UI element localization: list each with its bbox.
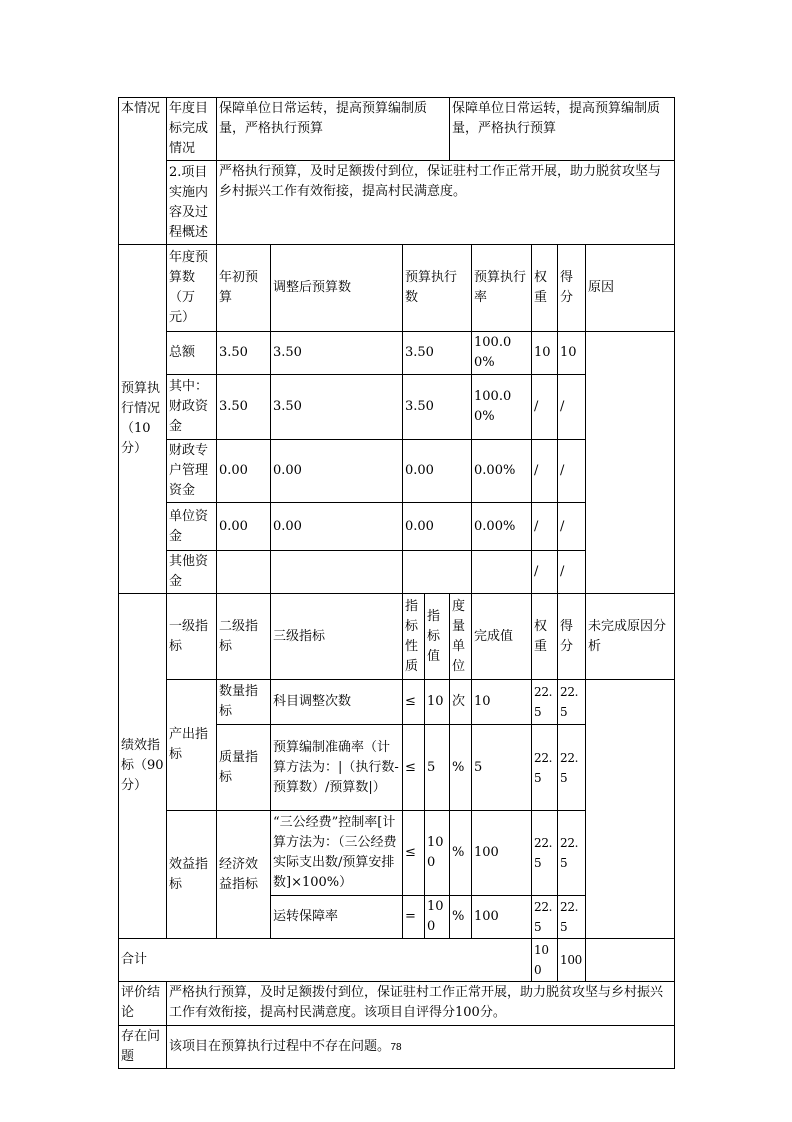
page-number: 78 xyxy=(390,1042,402,1053)
budget-adjusted xyxy=(271,551,403,594)
indicator-unit: 次 xyxy=(450,680,472,725)
indicator-level3: 科目调整次数 xyxy=(271,680,403,725)
indicator-weight: 22.5 xyxy=(532,680,558,725)
indicator-level3: 运转保障率 xyxy=(271,896,403,939)
budget-header-rate: 预算执行率 xyxy=(472,245,532,332)
budget-row-label: 财政专户管理资金 xyxy=(167,440,217,503)
budget-rate: 0.00% xyxy=(472,503,532,551)
indicator-nature: ≤ xyxy=(403,811,425,896)
budget-weight: / xyxy=(532,551,558,594)
budget-rate: 0.00% xyxy=(472,440,532,503)
perf-header-level3: 三级指标 xyxy=(271,594,403,680)
budget-row-label: 其他资金 xyxy=(167,551,217,594)
budget-executed: 0.00 xyxy=(403,440,472,503)
budget-row-label: 单位资金 xyxy=(167,503,217,551)
problems-text: 该项目在预算执行过程中不存在问题。 xyxy=(167,1026,675,1069)
budget-score: 10 xyxy=(558,332,586,375)
performance-section-label: 绩效指标（90分） xyxy=(119,594,167,939)
budget-weight: 10 xyxy=(532,332,558,375)
total-weight: 100 xyxy=(532,939,558,982)
annual-goal-label: 年度目标完成情况 xyxy=(167,98,217,161)
perf-header-level1: 一级指标 xyxy=(167,594,217,680)
budget-header-executed: 预算执行数 xyxy=(403,245,472,332)
indicator-completed: 100 xyxy=(472,896,532,939)
indicator-score: 22.5 xyxy=(558,680,586,725)
indicator-weight: 22.5 xyxy=(532,725,558,811)
budget-header-annual: 年度预算数（万元） xyxy=(167,245,217,332)
annual-goal-plan: 保障单位日常运转，提高预算编制质量，严格执行预算 xyxy=(217,98,450,161)
basic-section-label: 本情况 xyxy=(119,98,167,245)
budget-rate: 100.00% xyxy=(472,375,532,440)
total-score: 100 xyxy=(558,939,586,982)
indicator-completed: 100 xyxy=(472,811,532,896)
budget-weight: / xyxy=(532,440,558,503)
conclusion-label: 评价结论 xyxy=(119,982,167,1026)
perf-header-weight: 权重 xyxy=(532,594,558,680)
total-label: 合计 xyxy=(119,939,532,982)
budget-initial xyxy=(217,551,271,594)
indicator-level3: “三公经费”控制率[计算方法为：（三公经费实际支出数/预算安排数]×100%） xyxy=(271,811,403,896)
budget-row-label: 其中：财政资金 xyxy=(167,375,217,440)
budget-reason xyxy=(586,332,675,594)
indicator-score: 22.5 xyxy=(558,896,586,939)
indicator-value: 5 xyxy=(425,725,450,811)
perf-header-nature: 指标性质 xyxy=(403,594,425,680)
budget-row-label: 总额 xyxy=(167,332,217,375)
indicator-value: 100 xyxy=(425,896,450,939)
budget-header-score: 得分 xyxy=(558,245,586,332)
indicator-row xyxy=(119,680,675,725)
indicator-reason xyxy=(586,680,675,939)
budget-header-weight: 权重 xyxy=(532,245,558,332)
budget-row xyxy=(119,332,675,375)
indicator-score: 22.5 xyxy=(558,811,586,896)
budget-weight: / xyxy=(532,503,558,551)
perf-header-completed: 完成值 xyxy=(472,594,532,680)
performance-evaluation-table xyxy=(118,97,675,1069)
indicator-nature: ≤ xyxy=(403,725,425,811)
indicator-level2: 数量指标 xyxy=(217,680,271,725)
budget-adjusted: 3.50 xyxy=(271,332,403,375)
budget-executed xyxy=(403,551,472,594)
perf-header-value: 指标值 xyxy=(425,594,450,680)
implementation-label: 2.项目实施内容及过程概述 xyxy=(167,161,217,245)
indicator-level2: 经济效益指标 xyxy=(217,811,271,939)
indicator-unit: % xyxy=(450,725,472,811)
budget-initial: 3.50 xyxy=(217,375,271,440)
indicator-level3: 预算编制准确率（计算方法为：|（执行数-预算数）/预算数|） xyxy=(271,725,403,811)
perf-header-reason: 未完成原因分析 xyxy=(586,594,675,680)
budget-score: / xyxy=(558,503,586,551)
annual-goal-actual: 保障单位日常运转，提高预算编制质量，严格执行预算 xyxy=(450,98,675,161)
perf-header-score: 得分 xyxy=(558,594,586,680)
indicator-level2: 质量指标 xyxy=(217,725,271,811)
indicator-nature: ≤ xyxy=(403,680,425,725)
budget-header-adjusted: 调整后预算数 xyxy=(271,245,403,332)
indicator-unit: % xyxy=(450,896,472,939)
problems-label: 存在问题 xyxy=(119,1026,167,1069)
indicator-weight: 22.5 xyxy=(532,896,558,939)
perf-header-level2: 二级指标 xyxy=(217,594,271,680)
perf-header-unit: 度量单位 xyxy=(450,594,472,680)
budget-weight: / xyxy=(532,375,558,440)
budget-score: / xyxy=(558,551,586,594)
total-reason xyxy=(586,939,675,982)
budget-header-reason: 原因 xyxy=(586,245,675,332)
budget-score: / xyxy=(558,375,586,440)
indicator-weight: 22.5 xyxy=(532,811,558,896)
budget-adjusted: 3.50 xyxy=(271,375,403,440)
output-indicator-label: 产出指标 xyxy=(167,680,217,811)
benefit-indicator-label: 效益指标 xyxy=(167,811,217,939)
budget-initial: 3.50 xyxy=(217,332,271,375)
indicator-value: 10 xyxy=(425,680,450,725)
budget-adjusted: 0.00 xyxy=(271,440,403,503)
indicator-nature: = xyxy=(403,896,425,939)
indicator-score: 22.5 xyxy=(558,725,586,811)
budget-adjusted: 0.00 xyxy=(271,503,403,551)
budget-rate: 100.00% xyxy=(472,332,532,375)
budget-initial: 0.00 xyxy=(217,440,271,503)
indicator-value: 100 xyxy=(425,811,450,896)
budget-initial: 0.00 xyxy=(217,503,271,551)
indicator-completed: 10 xyxy=(472,680,532,725)
indicator-completed: 5 xyxy=(472,725,532,811)
budget-rate xyxy=(472,551,532,594)
implementation-text: 严格执行预算，及时足额拨付到位，保证驻村工作正常开展，助力脱贫攻坚与乡村振兴工作有效衔接，提高村民满意度。 xyxy=(217,161,675,245)
budget-executed: 3.50 xyxy=(403,332,472,375)
conclusion-text: 严格执行预算，及时足额拨付到位，保证驻村工作正常开展，助力脱贫攻坚与乡村振兴工作有效衔接，提高村民满意度。该项目自评得分100分。 xyxy=(167,982,675,1026)
budget-header-initial: 年初预算 xyxy=(217,245,271,332)
budget-section-label: 预算执行情况（10分） xyxy=(119,245,167,594)
budget-executed: 0.00 xyxy=(403,503,472,551)
budget-executed: 3.50 xyxy=(403,375,472,440)
indicator-unit: % xyxy=(450,811,472,896)
budget-score: / xyxy=(558,440,586,503)
